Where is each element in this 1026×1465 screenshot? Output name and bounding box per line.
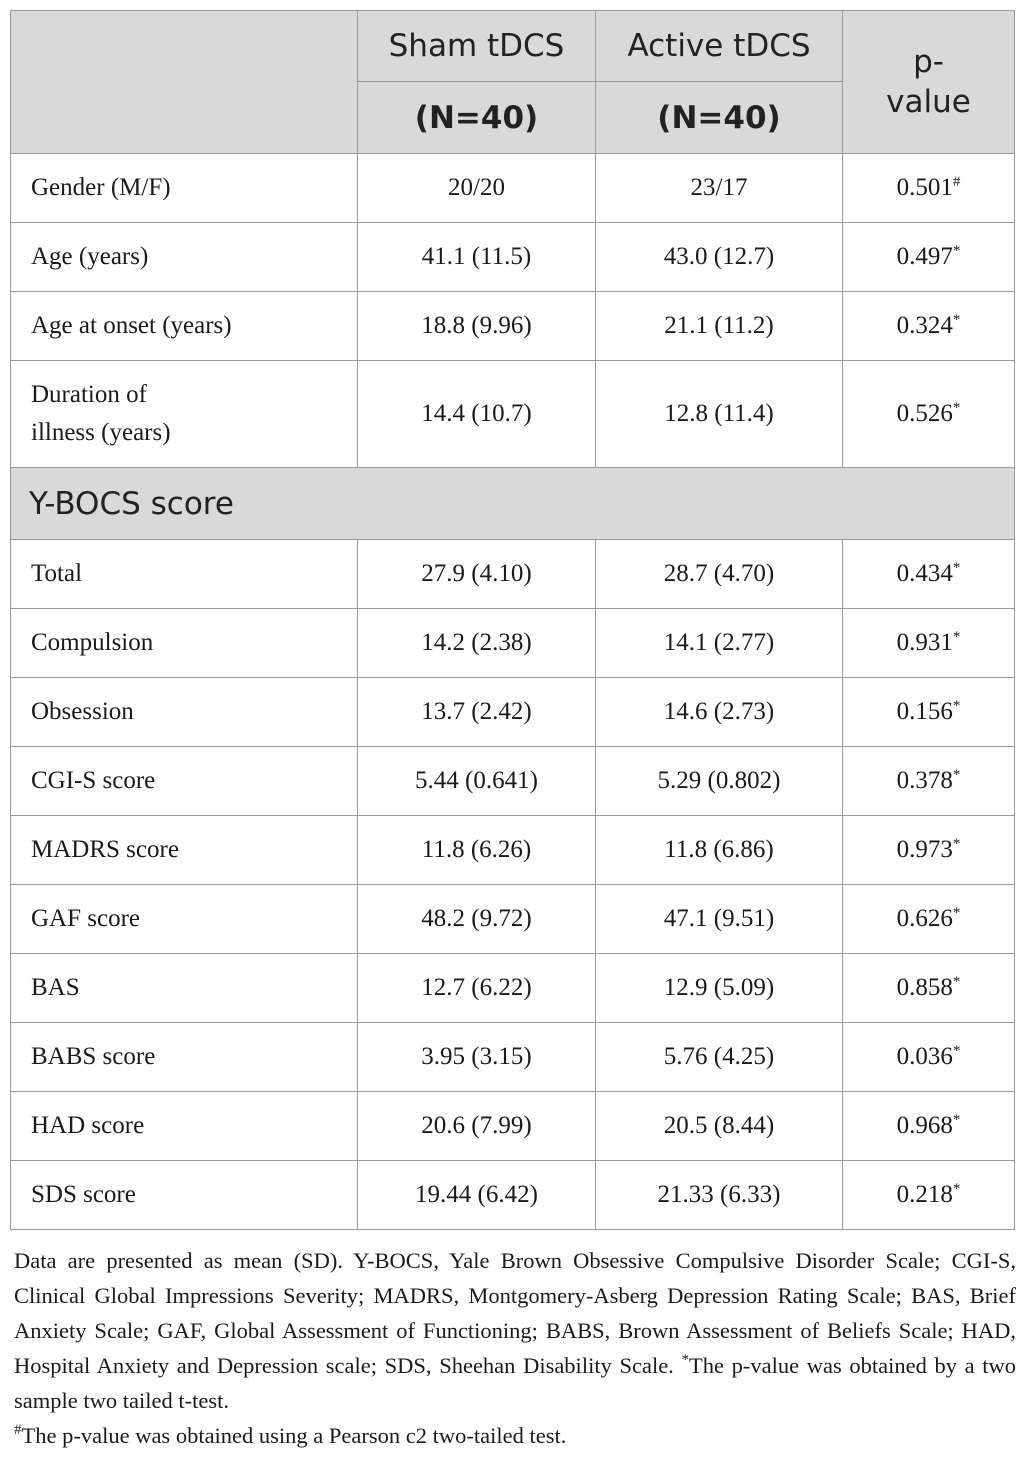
table-row (11, 678, 1015, 747)
p-value-mark: * (952, 1181, 961, 1197)
active-value: 23/17 (596, 154, 843, 223)
table-row (11, 292, 1015, 361)
sham-value: 48.2 (9.72) (358, 885, 596, 954)
active-value: 5.29 (0.802) (596, 747, 843, 816)
p-value (843, 154, 1015, 223)
header-sham-title: Sham tDCS (358, 11, 596, 82)
table-row (11, 154, 1015, 223)
table-row (11, 223, 1015, 292)
p-value (843, 292, 1015, 361)
active-value: 14.1 (2.77) (596, 609, 843, 678)
p-value-mark: * (952, 1043, 961, 1059)
row-label: Obsession (11, 678, 358, 747)
table-row (11, 885, 1015, 954)
table-row (11, 361, 1015, 468)
row-label: BABS score (11, 1023, 358, 1092)
p-value (843, 1092, 1015, 1161)
table-row (11, 540, 1015, 609)
p-value (843, 816, 1015, 885)
row-label: Total (11, 540, 358, 609)
p-value (843, 954, 1015, 1023)
row-label: Gender (M/F) (11, 154, 358, 223)
p-value-number: 0.526 (896, 400, 953, 427)
p-value-mark: * (952, 905, 961, 921)
active-value: 20.5 (8.44) (596, 1092, 843, 1161)
sham-value: 5.44 (0.641) (358, 747, 596, 816)
footnote-hash-mark: # (14, 1422, 22, 1438)
p-value-number: 0.973 (896, 836, 953, 863)
row-label: MADRS score (11, 816, 358, 885)
table-row (11, 1023, 1015, 1092)
p-value-number: 0.218 (896, 1181, 953, 1208)
table-row (11, 1092, 1015, 1161)
sham-value: 20/20 (358, 154, 596, 223)
row-label: GAF score (11, 885, 358, 954)
p-value-number: 0.036 (896, 1043, 953, 1070)
p-value (843, 609, 1015, 678)
row-label: SDS score (11, 1161, 358, 1230)
p-value-mark: * (952, 312, 961, 328)
sham-value: 20.6 (7.99) (358, 1092, 596, 1161)
active-value: 47.1 (9.51) (596, 885, 843, 954)
row-label-line2: illness (years) (31, 419, 171, 446)
sham-value: 14.4 (10.7) (358, 361, 596, 468)
p-value-number: 0.858 (896, 974, 953, 1001)
header-blank-cell (11, 11, 358, 154)
sham-value: 27.9 (4.10) (358, 540, 596, 609)
p-value (843, 678, 1015, 747)
p-value-number: 0.378 (896, 767, 953, 794)
footnote-main-text: Data are presented as mean (SD). Y-BOCS, Yale Brown Obsessive Compulsive Disorder Scale; CGI-S, Clinical Global Impressions Severity; MADRS, Montgomery-Asberg Depression Rating Scale; BAS, Brief Anxiety Scale; GAF, Global Assessment of Functioning; BABS, Brown Assessment of Beliefs Scale; HAD, Hospital Anxiety and Depression scale; SDS, Sheehan Disability Scale. (14, 1248, 1016, 1378)
active-value: 43.0 (12.7) (596, 223, 843, 292)
row-label (11, 361, 358, 468)
table-header (11, 11, 1015, 154)
footnote-star-mark: * (681, 1352, 689, 1368)
active-value: 5.76 (4.25) (596, 1023, 843, 1092)
header-pvalue-line1: p- (913, 44, 944, 80)
sham-value: 41.1 (11.5) (358, 223, 596, 292)
active-value: 21.33 (6.33) (596, 1161, 843, 1230)
table-row (11, 747, 1015, 816)
p-value-mark: * (952, 698, 961, 714)
p-value-number: 0.434 (896, 560, 953, 587)
row-label: CGI-S score (11, 747, 358, 816)
p-value-mark: * (952, 1112, 961, 1128)
sham-value: 12.7 (6.22) (358, 954, 596, 1023)
header-active-title: Active tDCS (596, 11, 843, 82)
p-value (843, 361, 1015, 468)
p-value (843, 223, 1015, 292)
table-row (11, 1161, 1015, 1230)
p-value (843, 540, 1015, 609)
p-value-mark: * (952, 629, 961, 645)
active-value: 14.6 (2.73) (596, 678, 843, 747)
row-label-line1: Duration of (31, 381, 147, 408)
p-value-mark: # (952, 174, 961, 190)
p-value-number: 0.156 (896, 698, 953, 725)
p-value (843, 1023, 1015, 1092)
demographics-table (10, 10, 1015, 1230)
header-pvalue-line2: value (886, 84, 971, 120)
row-label: Age (years) (11, 223, 358, 292)
p-value-mark: * (952, 767, 961, 783)
p-value-number: 0.324 (896, 312, 953, 339)
p-value-mark: * (952, 974, 961, 990)
p-value-number: 0.497 (896, 243, 953, 270)
active-value: 12.9 (5.09) (596, 954, 843, 1023)
p-value-mark: * (952, 560, 961, 576)
table-footnote (14, 1243, 1016, 1453)
row-label: BAS (11, 954, 358, 1023)
row-label: Compulsion (11, 609, 358, 678)
p-value-number: 0.501 (896, 174, 953, 201)
table-row (11, 954, 1015, 1023)
p-value (843, 1161, 1015, 1230)
p-value-mark: * (952, 243, 961, 259)
section-title: Y-BOCS score (11, 468, 1015, 540)
active-value: 21.1 (11.2) (596, 292, 843, 361)
p-value (843, 747, 1015, 816)
header-pvalue (843, 11, 1015, 154)
section-row (11, 468, 1015, 540)
header-active-n: (N=40) (596, 82, 843, 154)
p-value (843, 885, 1015, 954)
active-value: 28.7 (4.70) (596, 540, 843, 609)
sham-value: 14.2 (2.38) (358, 609, 596, 678)
row-label: Age at onset (years) (11, 292, 358, 361)
p-value-number: 0.968 (896, 1112, 953, 1139)
table-body (11, 154, 1015, 1230)
p-value-number: 0.626 (896, 905, 953, 932)
table-row (11, 609, 1015, 678)
p-value-mark: * (952, 836, 961, 852)
row-label: HAD score (11, 1092, 358, 1161)
sham-value: 19.44 (6.42) (358, 1161, 596, 1230)
p-value-number: 0.931 (896, 629, 953, 656)
header-sham-n: (N=40) (358, 82, 596, 154)
active-value: 11.8 (6.86) (596, 816, 843, 885)
sham-value: 13.7 (2.42) (358, 678, 596, 747)
footnote-hash-text: The p-value was obtained using a Pearson c2 two-tailed test. (21, 1423, 567, 1448)
p-value-mark: * (952, 400, 961, 416)
sham-value: 18.8 (9.96) (358, 292, 596, 361)
table-row (11, 816, 1015, 885)
sham-value: 11.8 (6.26) (358, 816, 596, 885)
active-value: 12.8 (11.4) (596, 361, 843, 468)
footnote-main (14, 1243, 1016, 1418)
footnote-hash (14, 1418, 1016, 1453)
footnote-star-text: The p-value was obtained by a two sample two tailed t-test. (14, 1353, 1016, 1413)
sham-value: 3.95 (3.15) (358, 1023, 596, 1092)
table-container (10, 10, 1014, 1230)
